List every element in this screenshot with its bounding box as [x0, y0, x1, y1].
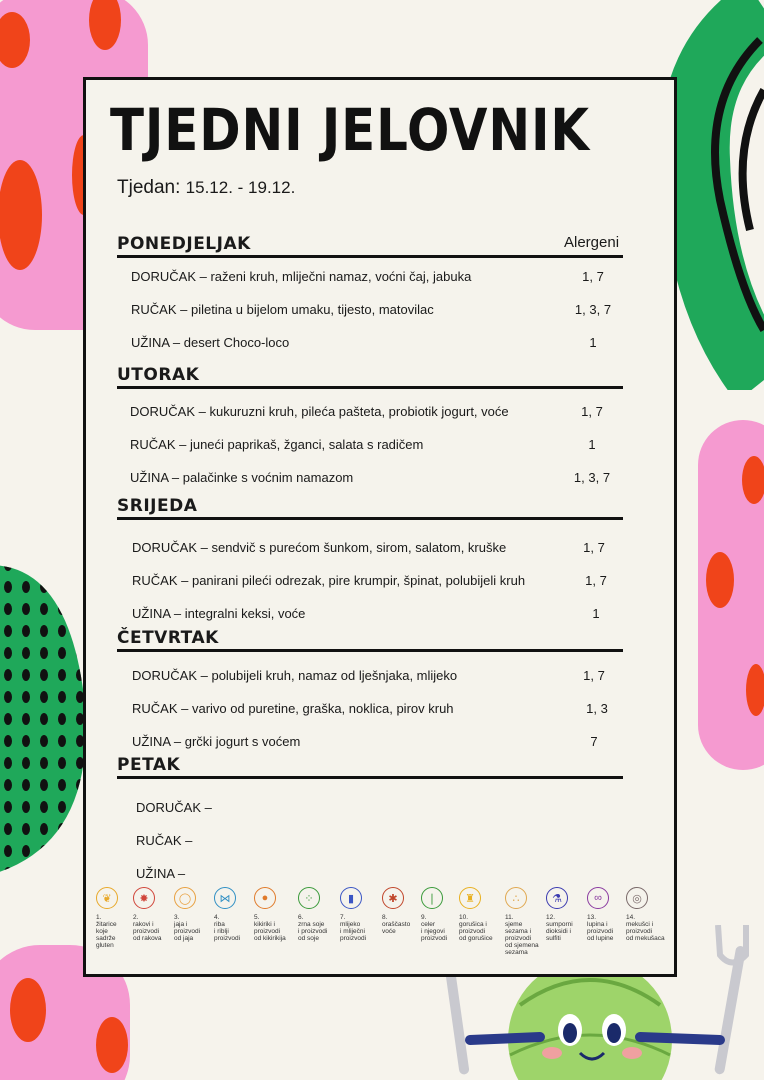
- meal-tuesday-snack: UŽINA – palačinke s voćnim namazom: [130, 470, 354, 485]
- legend-label: 8. oraščasto voće: [382, 914, 411, 935]
- legend-label: 12. sumporni dioksidi i sulfiti: [546, 914, 573, 942]
- shell-icon: ◎: [626, 887, 648, 909]
- day-heading-monday: PONEDJELJAK: [117, 234, 251, 254]
- allergens-tuesday-breakfast: 1, 7: [581, 404, 603, 419]
- legend-item-celery: [421, 887, 461, 942]
- legend-item-crustaceans: [133, 887, 173, 942]
- week-label: Tjedan:: [117, 177, 181, 198]
- meal-wednesday-breakfast: DORUČAK – sendvič s purećom šunkom, sirom, salatom, kruške: [132, 540, 507, 555]
- legend-item-fish: [214, 887, 254, 942]
- legend-label: 11. sjeme sezama i proizvodi od sjemena sezama: [505, 914, 539, 956]
- meal-wednesday-snack: UŽINA – integralni keksi, voće: [132, 606, 306, 621]
- legend-label: 3. jaja i proizvodi od jaja: [174, 914, 201, 942]
- day-divider: [117, 776, 623, 779]
- day-divider: [117, 386, 623, 389]
- allergens-monday-lunch: 1, 3, 7: [574, 302, 612, 317]
- sulfite-icon: ⚗: [546, 887, 568, 909]
- allergens-tuesday-snack: 1, 3, 7: [573, 470, 611, 485]
- mustard-icon: ♜: [459, 887, 481, 909]
- legend-item-nuts: [382, 887, 422, 935]
- allergens-thursday-lunch: 1, 3: [586, 701, 608, 716]
- day-heading-wednesday: SRIJEDA: [117, 496, 198, 516]
- legend-label: 9. celer i njegovi proizvodi: [421, 914, 448, 942]
- lupin-icon: ∞: [587, 887, 609, 909]
- meal-wednesday-lunch: RUČAK – panirani pileći odrezak, pire krumpir, špinat, polubijeli kruh: [132, 573, 526, 588]
- soy-icon: ⁘: [298, 887, 320, 909]
- week-range: [117, 177, 295, 199]
- allergens-tuesday-lunch: 1: [588, 437, 596, 452]
- meal-thursday-lunch: RUČAK – varivo od puretine, graška, noklica, pirov kruh: [132, 701, 454, 716]
- legend-item-sesame: [505, 887, 545, 956]
- allergens-column-header: Alergeni: [564, 234, 620, 251]
- legend-label: 5. kikiriki i proizvodi od kikirikija: [254, 914, 286, 942]
- menu-card: [83, 77, 677, 977]
- allergens-wednesday-snack: 1: [592, 606, 600, 621]
- allergens-wednesday-lunch: 1, 7: [585, 573, 607, 588]
- legend-label: 14. mekušci i proizvodi od mekušaca: [626, 914, 665, 942]
- legend-item-milk: [340, 887, 380, 942]
- day-heading-friday: PETAK: [117, 755, 181, 775]
- day-divider: [117, 649, 623, 652]
- day-divider: [117, 517, 623, 520]
- legend-label: 7. mlijeko i mliječni proizvodi: [340, 914, 367, 942]
- nut-icon: ✱: [382, 887, 404, 909]
- green-dotted-blob-left: [0, 555, 90, 875]
- legend-label: 4. riba i riblji proizvodi: [214, 914, 241, 942]
- legend-item-mustard: [459, 887, 499, 942]
- allergens-monday-snack: 1: [589, 335, 597, 350]
- day-heading-thursday: ČETVRTAK: [117, 628, 219, 648]
- legend-label: 1. žitarice koje sadrže gluten: [96, 914, 117, 949]
- peanut-icon: ●: [254, 887, 276, 909]
- meal-thursday-snack: UŽINA – grčki jogurt s voćem: [132, 734, 301, 749]
- meal-friday-lunch: RUČAK –: [136, 833, 193, 848]
- allergens-thursday-snack: 7: [590, 734, 598, 749]
- egg-icon: ◯: [174, 887, 196, 909]
- allergens-wednesday-breakfast: 1, 7: [583, 540, 605, 555]
- crab-icon: ✸: [133, 887, 155, 909]
- meal-friday-snack: UŽINA –: [136, 866, 186, 881]
- sesame-icon: ∴: [505, 887, 527, 909]
- meal-tuesday-lunch: RUČAK – juneći paprikaš, žganci, salata s radičem: [130, 437, 424, 452]
- legend-label: 2. rakovi i proizvodi od rakova: [133, 914, 162, 942]
- legend-item-molluscs: [626, 887, 666, 942]
- allergens-monday-breakfast: 1, 7: [582, 269, 604, 284]
- milk-icon: ▮: [340, 887, 362, 909]
- day-divider: [117, 255, 623, 258]
- pink-blob-right: [690, 420, 764, 770]
- page-title: TJEDNI JELOVNIK: [110, 96, 590, 164]
- legend-item-eggs: [174, 887, 214, 942]
- week-dates: 15.12. - 19.12.: [185, 178, 296, 197]
- legend-item-soy: [298, 887, 338, 942]
- legend-label: 10. gorušica i proizvodi od gorušice: [459, 914, 493, 942]
- meal-friday-breakfast: DORUČAK –: [136, 800, 212, 815]
- meal-thursday-breakfast: DORUČAK – polubijeli kruh, namaz od lješnjaka, mlijeko: [132, 668, 458, 683]
- celery-icon: ❘: [421, 887, 443, 909]
- green-swirl-top-right: [670, 0, 764, 390]
- allergens-thursday-breakfast: 1, 7: [583, 668, 605, 683]
- legend-item-lupin: [587, 887, 627, 942]
- meal-monday-breakfast: DORUČAK – raženi kruh, mliječni namaz, voćni čaj, jabuka: [131, 269, 472, 284]
- legend-item-peanuts: [254, 887, 294, 942]
- legend-item-sulfites: [546, 887, 586, 942]
- meal-tuesday-breakfast: DORUČAK – kukuruzni kruh, pileća pašteta, probiotik jogurt, voće: [130, 404, 509, 419]
- wheat-icon: ❦: [96, 887, 118, 909]
- legend-label: 13. lupina i proizvodi od lupine: [587, 914, 614, 942]
- legend-label: 6. zrna soje i proizvodi od soje: [298, 914, 328, 942]
- meal-monday-snack: UŽINA – desert Choco-loco: [131, 335, 290, 350]
- day-heading-tuesday: UTORAK: [117, 365, 200, 385]
- legend-item-gluten: [96, 887, 136, 949]
- fish-icon: ⋈: [214, 887, 236, 909]
- meal-monday-lunch: RUČAK – piletina u bijelom umaku, tijesto, matovilac: [131, 302, 434, 317]
